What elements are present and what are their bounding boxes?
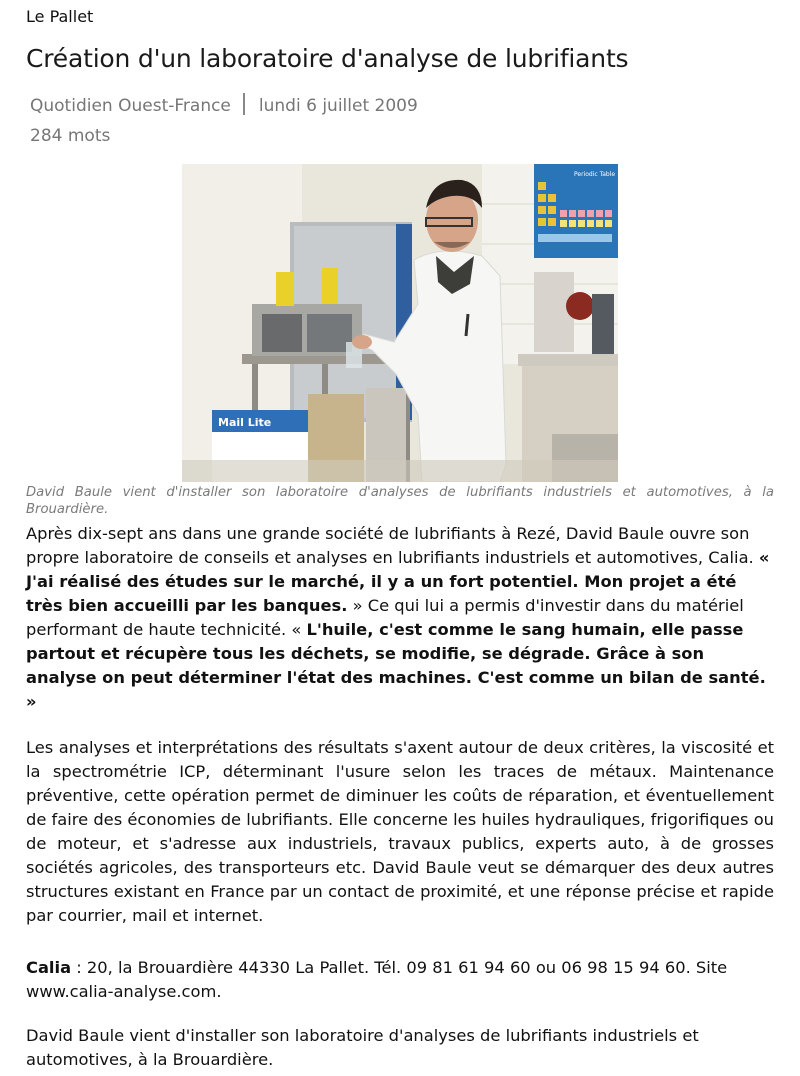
paragraph-1 — [26, 522, 774, 714]
photo-caption: David Baule vient d'installer son laboratoire d'analyses de lubrifiants industriels et automotives, à la Brouardière. — [26, 485, 774, 517]
article-meta — [30, 95, 418, 117]
section-label: Le Pallet — [26, 7, 94, 26]
p1-quote-1: « J'ai réalisé des études sur le marché, il y a un fort potentiel. Mon projet a été très bien accueilli par les banques. — [26, 548, 770, 615]
p1-middle: » Ce qui lui a permis d'investir dans du matériel performant de haute technicité. « — [26, 596, 744, 639]
source-name: Quotidien Ouest-France — [30, 96, 231, 116]
p1-intro: Après dix-sept ans dans une grande société de lubrifiants à Rezé, David Baule ouvre son propre laboratoire de conseils et analyses en lubrifiants industriels et automotives, Calia. — [26, 524, 759, 567]
company-name: Calia — [26, 958, 72, 977]
meta-separator — [243, 93, 245, 115]
poster-title: Periodic Table — [574, 171, 616, 178]
article-photo — [182, 164, 618, 482]
word-count: 284 mots — [30, 126, 111, 146]
publication-date: lundi 6 juillet 2009 — [258, 96, 418, 116]
paragraph-3 — [26, 956, 774, 1004]
article-title: Création d'un laboratoire d'analyse de lubrifiants — [26, 44, 629, 73]
box-label: Mail Lite — [218, 416, 272, 429]
contact-details: : 20, la Brouardière 44330 La Pallet. Tél. 09 81 61 94 60 ou 06 98 15 94 60. Site www.calia-analyse.com. — [26, 958, 728, 1001]
p1-quote-2: L'huile, c'est comme le sang humain, elle passe partout et récupère tous les déchets, se modifie, se dégrade. Grâce à son analyse on peut déterminer l'état des machines. C'est comme un bilan de santé. » — [26, 620, 766, 711]
paragraph-4: David Baule vient d'installer son laboratoire d'analyses de lubrifiants industriels et automotives, à la Brouardière. — [26, 1026, 699, 1069]
paragraph-2: Les analyses et interprétations des résultats s'axent autour de deux critères, la viscosité et la spectrométrie ICP, déterminant l'usure selon les traces de métaux. Maintenance préventive, cette opération permet de diminuer les coûts de réparation, et éventuellement de faire des économies de lubrifiants. Elle concerne les huiles hydrauliques, frigorifiques ou de moteur, et s'adresse aux industriels, travaux publics, experts auto, à de grosses sociétés agricoles, des transporteurs etc. David Baule veut se démarquer des deux autres structures existant en France par un contact de proximité, et une réponse précise et rapide par courrier, mail et internet. — [26, 738, 774, 925]
